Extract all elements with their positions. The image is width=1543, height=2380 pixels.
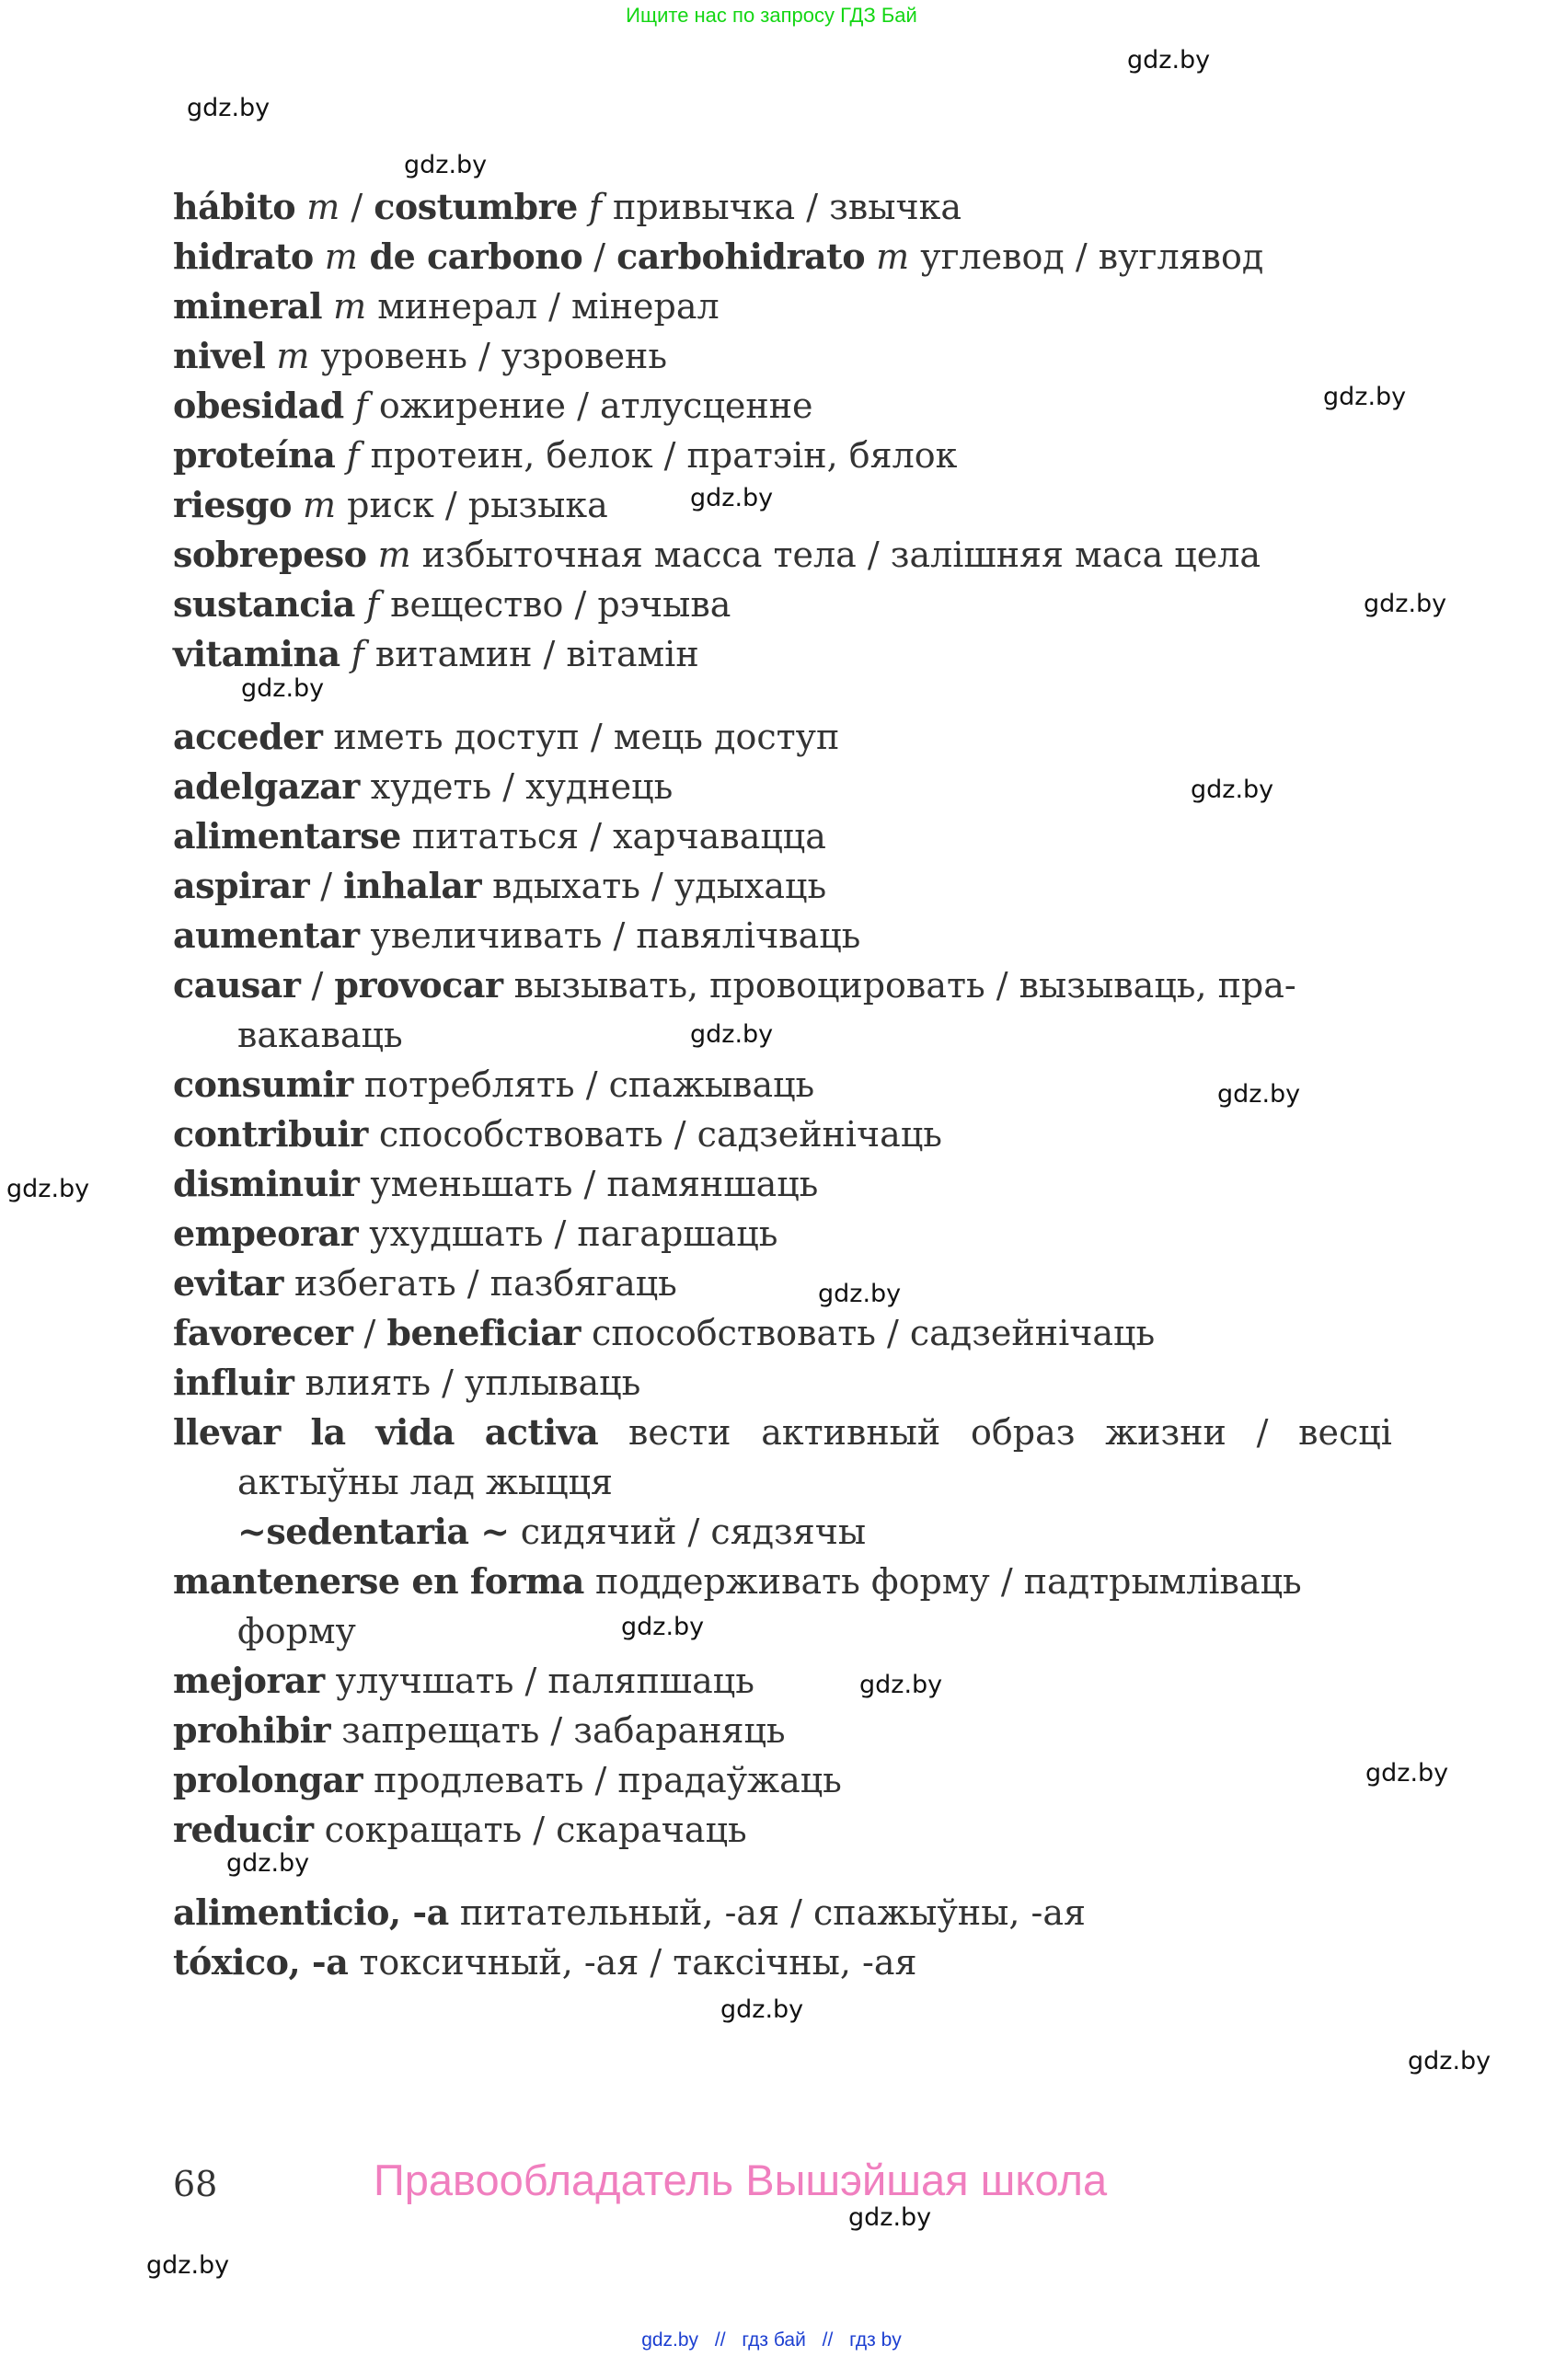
noun-entry [173, 182, 1406, 232]
watermark: gdz.by [1217, 1080, 1301, 1109]
footer-link-gdz-by-cyr[interactable]: гдз by [849, 2329, 902, 2351]
watermark: gdz.by [1127, 46, 1211, 75]
translation: / [1256, 1412, 1269, 1453]
translation: продлевать / прадаўжаць [363, 1760, 842, 1800]
verb-entry [173, 1060, 1406, 1110]
headword: tóxico, -a [173, 1941, 349, 1983]
gender-marker: f [577, 187, 602, 227]
headword: adelgazar [173, 765, 360, 807]
footer-separator: // [822, 2329, 834, 2351]
verb-entry [173, 1706, 1406, 1755]
translation: улучшать / паляпшаць [324, 1661, 754, 1701]
adjective-entry [173, 1937, 1406, 1987]
gender-marker: m [865, 236, 910, 277]
headword: la [310, 1411, 346, 1453]
headword: proteína [173, 434, 336, 476]
headword: contribuir [173, 1113, 368, 1155]
footer-links [0, 2329, 1543, 2351]
watermark: gdz.by [848, 2203, 932, 2232]
translation: весці [1298, 1412, 1392, 1453]
translation: запрещать / забараняць [330, 1710, 786, 1751]
verb-entry [173, 960, 1406, 1010]
sub-entry [173, 1507, 1406, 1557]
section-gap [173, 1855, 1406, 1888]
headword: prohibir [173, 1709, 331, 1751]
headword: obesidad [173, 385, 344, 426]
translation: поддерживать форму / падтрымліваць [583, 1561, 1302, 1602]
headword: sobrepeso [173, 534, 367, 575]
verb-entry [173, 1557, 1406, 1606]
noun-entry [173, 629, 1406, 679]
watermark: gdz.by [720, 1995, 804, 2024]
verb-entry [173, 1308, 1406, 1358]
translation: влиять / уплываць [294, 1362, 641, 1403]
headword: hábito [173, 186, 296, 227]
gender-marker: m [265, 336, 310, 376]
watermark: gdz.by [690, 484, 774, 512]
translation: ухудшать / пагаршаць [358, 1213, 778, 1254]
headword: activa [484, 1411, 599, 1453]
translation: витамин / вітамін [363, 634, 699, 674]
adjective-entry [173, 1888, 1406, 1937]
footer-link-gdz-bai[interactable]: гдз бай [742, 2329, 806, 2351]
gender-marker: m [366, 535, 411, 575]
watermark: gdz.by [146, 2251, 230, 2280]
gender-marker: m [313, 236, 358, 277]
translation: питаться / харчавацца [400, 816, 826, 857]
separator: / [352, 1313, 387, 1353]
headword: sustancia [173, 583, 355, 625]
translation: иметь доступ / мець доступ [322, 717, 840, 757]
translation: актыўны лад жыцця [237, 1462, 613, 1502]
headword-synonym: beneficiar [386, 1312, 581, 1353]
headword: reducir [173, 1809, 314, 1850]
translation: питательный, -ая / спажыўны, -ая [448, 1892, 1087, 1933]
verb-entry [173, 1159, 1406, 1209]
watermark: gdz.by [241, 674, 325, 703]
translation: сокращать / скарачаць [313, 1810, 747, 1850]
page-number: 68 [173, 2164, 218, 2204]
headword: hidrato [173, 236, 314, 277]
translation: уровень / узровень [309, 336, 668, 376]
gender-marker: m [322, 286, 367, 327]
headword: consumir [173, 1064, 353, 1105]
translation: вещество / рэчыва [379, 584, 731, 625]
translation: образ [970, 1412, 1076, 1453]
headword-synonym: provocar [334, 964, 503, 1006]
adjective-section [173, 1888, 1406, 1987]
headword: llevar [173, 1411, 281, 1453]
gender-marker: f [335, 435, 360, 476]
translation: ожирение / атлусценне [367, 385, 813, 426]
headword: favorecer [173, 1312, 353, 1353]
headword: alimenticio, -a [173, 1891, 449, 1933]
translation: протеин, белок / пратэін, бялок [359, 435, 958, 476]
noun-section [173, 182, 1406, 679]
copyright-holder: Правообладатель Вышэйшая школа [374, 2156, 1108, 2204]
noun-entry [173, 331, 1406, 381]
verb-entry [173, 1805, 1406, 1855]
headword: influir [173, 1362, 294, 1403]
headword: alimentarse [173, 815, 401, 857]
verb-entry [173, 1755, 1406, 1805]
headword: ~sedentaria ~ [237, 1511, 510, 1552]
headword: prolongar [173, 1759, 363, 1800]
translation-continuation [173, 1010, 1406, 1060]
translation: форму [237, 1611, 356, 1651]
watermark: gdz.by [690, 1020, 774, 1049]
translation: потреблять / спажываць [352, 1064, 815, 1105]
watermark: gdz.by [1365, 1759, 1449, 1788]
headword: aspirar [173, 865, 310, 906]
verb-entry [173, 811, 1406, 861]
vocabulary-list [173, 182, 1406, 1987]
watermark: gdz.by [621, 1613, 705, 1641]
headword: carbohidrato [616, 236, 866, 277]
headword: vitamina [173, 633, 340, 674]
noun-entry [173, 232, 1406, 282]
headword: empeorar [173, 1213, 359, 1254]
noun-entry [173, 480, 1406, 530]
translation: худеть / худнець [359, 766, 674, 807]
noun-entry [173, 282, 1406, 331]
headword: riesgo [173, 484, 292, 525]
headword: mantenerse en forma [173, 1560, 584, 1602]
translation: вызывать, провоцировать / вызываць, пра- [502, 965, 1296, 1006]
headword: aumentar [173, 914, 360, 956]
verb-entry [173, 911, 1406, 960]
gender-marker: m [295, 187, 340, 227]
headword: evitar [173, 1262, 283, 1304]
gender-marker: f [343, 385, 368, 426]
noun-entry [173, 431, 1406, 480]
footer-separator: // [714, 2329, 726, 2351]
translation-continuation [173, 1457, 1406, 1507]
watermark: gdz.by [404, 151, 488, 179]
translation: вакаваць [237, 1015, 403, 1055]
section-gap [173, 679, 1406, 712]
verb-entry [173, 762, 1406, 811]
translation: избегать / пазбягаць [282, 1263, 677, 1304]
watermark: gdz.by [1323, 383, 1407, 411]
translation: привычка / звычка [601, 187, 962, 227]
translation: / [582, 236, 617, 277]
translation: уменьшать / памяншаць [359, 1164, 819, 1204]
translation: минерал / мінерал [366, 286, 720, 327]
watermark: gdz.by [226, 1849, 310, 1878]
headword: acceder [173, 716, 323, 757]
headword: vida [375, 1411, 455, 1453]
footer-link-gdz-by[interactable]: gdz.by [641, 2329, 699, 2351]
search-hint-banner: Ищите нас по запросу ГДЗ Бай [626, 4, 917, 27]
translation: вдыхать / удыхаць [481, 866, 827, 906]
verb-entry [173, 1408, 1392, 1457]
headword-synonym: inhalar [343, 865, 482, 906]
translation: / [340, 187, 374, 227]
headword: nivel [173, 335, 266, 376]
translation: сидячий / сядзячы [509, 1512, 867, 1552]
headword: de carbono [357, 236, 583, 277]
gender-marker: f [354, 584, 380, 625]
verb-entry [173, 1656, 1406, 1706]
watermark: gdz.by [1364, 590, 1447, 618]
watermark: gdz.by [859, 1671, 943, 1699]
watermark: gdz.by [1408, 2047, 1491, 2075]
translation: токсичный, -ая / таксічны, -ая [348, 1942, 917, 1983]
translation: риск / рызыка [336, 485, 608, 525]
headword: mejorar [173, 1660, 325, 1701]
headword: costumbre [374, 186, 578, 227]
verb-entry [173, 1209, 1406, 1259]
verb-entry [173, 1259, 1406, 1308]
headword: disminuir [173, 1163, 360, 1204]
translation: способствовать / садзейнічаць [367, 1114, 942, 1155]
translation: увеличивать / павялічваць [359, 915, 861, 956]
noun-entry [173, 530, 1406, 580]
watermark: gdz.by [1191, 776, 1274, 804]
verb-entry [173, 712, 1406, 762]
separator: / [309, 866, 344, 906]
verb-entry [173, 1110, 1406, 1159]
verb-entry [173, 1358, 1406, 1408]
noun-entry [173, 580, 1406, 629]
translation: жизни [1105, 1412, 1226, 1453]
translation: избыточная масса тела / залішняя маса цела [410, 535, 1261, 575]
watermark: gdz.by [818, 1280, 902, 1308]
watermark: gdz.by [6, 1175, 90, 1203]
noun-entry [173, 381, 1406, 431]
separator: / [300, 965, 335, 1006]
headword: causar [173, 964, 301, 1006]
translation: вести [628, 1412, 731, 1453]
gender-marker: m [291, 485, 337, 525]
translation: углевод / вуглявод [909, 236, 1264, 277]
gender-marker: f [340, 634, 364, 674]
headword: mineral [173, 285, 323, 327]
translation: активный [761, 1412, 941, 1453]
verb-section [173, 712, 1406, 1855]
translation: способствовать / садзейнічаць [580, 1313, 1156, 1353]
watermark: gdz.by [187, 94, 271, 122]
translation-continuation [173, 1606, 1406, 1656]
verb-entry [173, 861, 1406, 911]
